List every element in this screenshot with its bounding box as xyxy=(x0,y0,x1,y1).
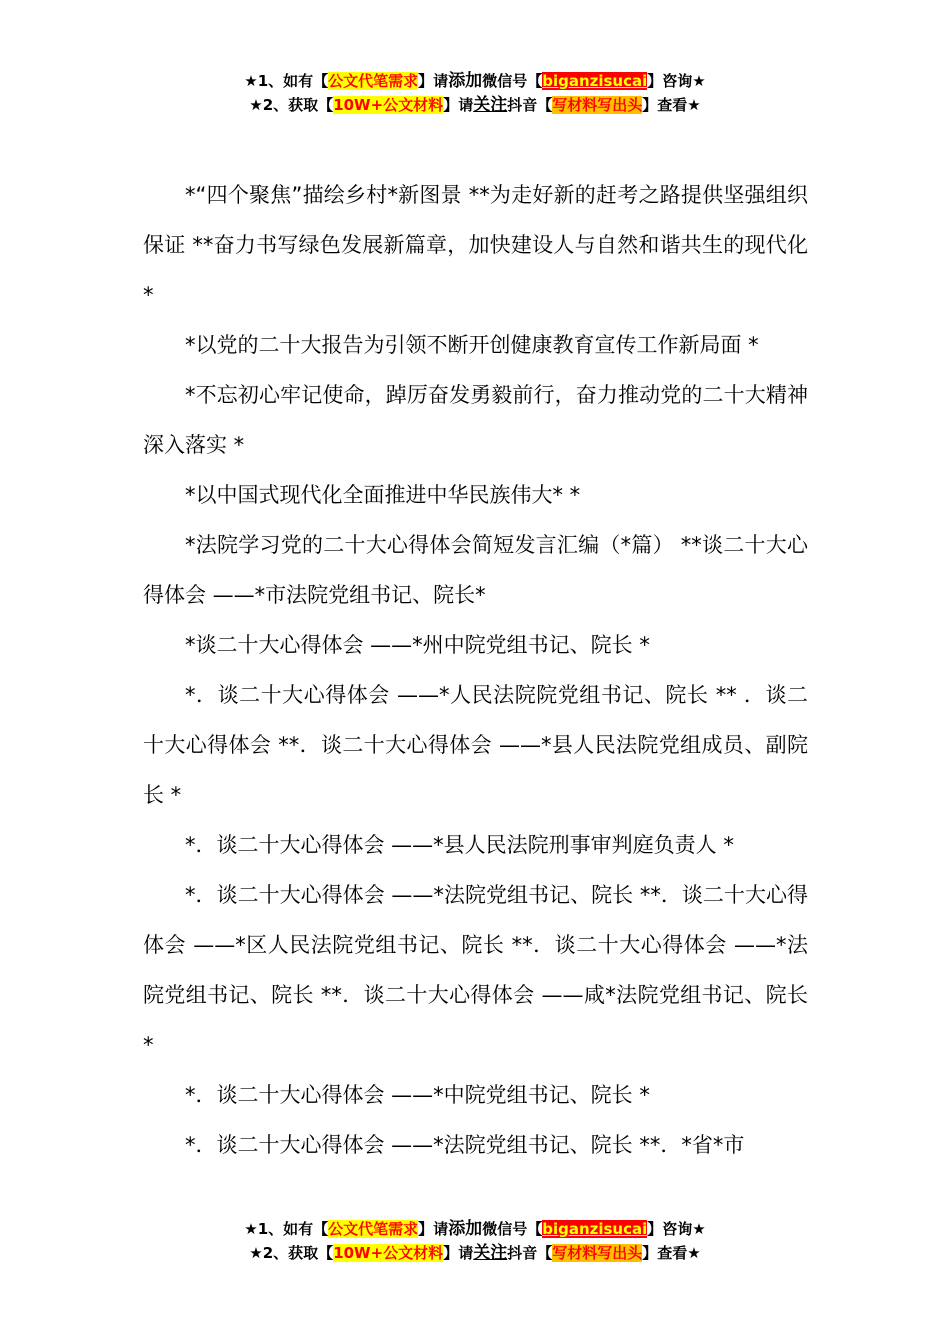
ghostwriting-highlight: 公文代笔需求 xyxy=(328,72,419,90)
footer-line-2: ★2、获取【10W+公文材料】请关注抖音【写材料写出头】查看★ xyxy=(249,1243,701,1263)
paragraph: *．谈二十大心得体会 ——*法院党组书记、院长 **．*省*市 xyxy=(185,1133,745,1157)
document-body xyxy=(143,170,808,1170)
wechat-id-link[interactable]: biganzisucai xyxy=(542,72,648,90)
paragraph: *．谈二十大心得体会 ——*中院党组书记、院长 * xyxy=(185,1083,650,1107)
paragraph: *不忘初心牢记使命，踔厉奋发勇毅前行，奋力推动党的二十大精神深入落实 * xyxy=(143,383,808,457)
paragraph: *．谈二十大心得体会 ——*县人民法院刑事审判庭负责人 * xyxy=(185,833,734,857)
paragraph: *．谈二十大心得体会 ——*人民法院院党组书记、院长 ** ．谈二十大心得体会 **．谈二十大心得体会 ——*县人民法院党组成员、副院长 * xyxy=(143,683,808,807)
header-banner xyxy=(0,69,950,117)
paragraph: *“四个聚焦”描绘乡村*新图景 **为走好新的赶考之路提供坚强组织保证 **奋力书写绿色发展新篇章，加快建设人与自然和谐共生的现代化 * xyxy=(143,183,808,307)
paragraph: *以党的二十大报告为引领不断开创健康教育宣传工作新局面 * xyxy=(185,333,759,357)
douyin-account-highlight: 写材料写出头 xyxy=(552,96,643,114)
header-line-2: ★2、获取【10W+公文材料】请关注抖音【写材料写出头】查看★ xyxy=(249,95,701,115)
paragraph: *法院学习党的二十大心得体会简短发言汇编（*篇） **谈二十大心得体会 ——*市法院党组书记、院长* xyxy=(143,533,808,607)
paragraph: *以中国式现代化全面推进中华民族伟大* * xyxy=(185,483,581,507)
douyin-account-highlight: 写材料写出头 xyxy=(552,1244,643,1262)
materials-highlight: 10W+公文材料 xyxy=(333,1244,444,1262)
wechat-id-link[interactable]: biganzisucai xyxy=(542,1220,648,1238)
paragraph: *．谈二十大心得体会 ——*法院党组书记、院长 **．谈二十大心得体会 ——*区人民法院党组书记、院长 **．谈二十大心得体会 ——*法院党组书记、院长 **．谈二十大心得体会 ——咸*法院党组书记、院长 * xyxy=(143,883,808,1057)
materials-highlight: 10W+公文材料 xyxy=(333,96,444,114)
footer-banner xyxy=(0,1217,950,1265)
footer-line-1: ★1、如有【公文代笔需求】请添加微信号【biganzisucai】咨询★ xyxy=(244,1219,706,1239)
header-line-1: ★1、如有【公文代笔需求】请添加微信号【biganzisucai】咨询★ xyxy=(244,71,706,91)
paragraph: *谈二十大心得体会 ——*州中院党组书记、院长 * xyxy=(185,633,650,657)
ghostwriting-highlight: 公文代笔需求 xyxy=(328,1220,419,1238)
